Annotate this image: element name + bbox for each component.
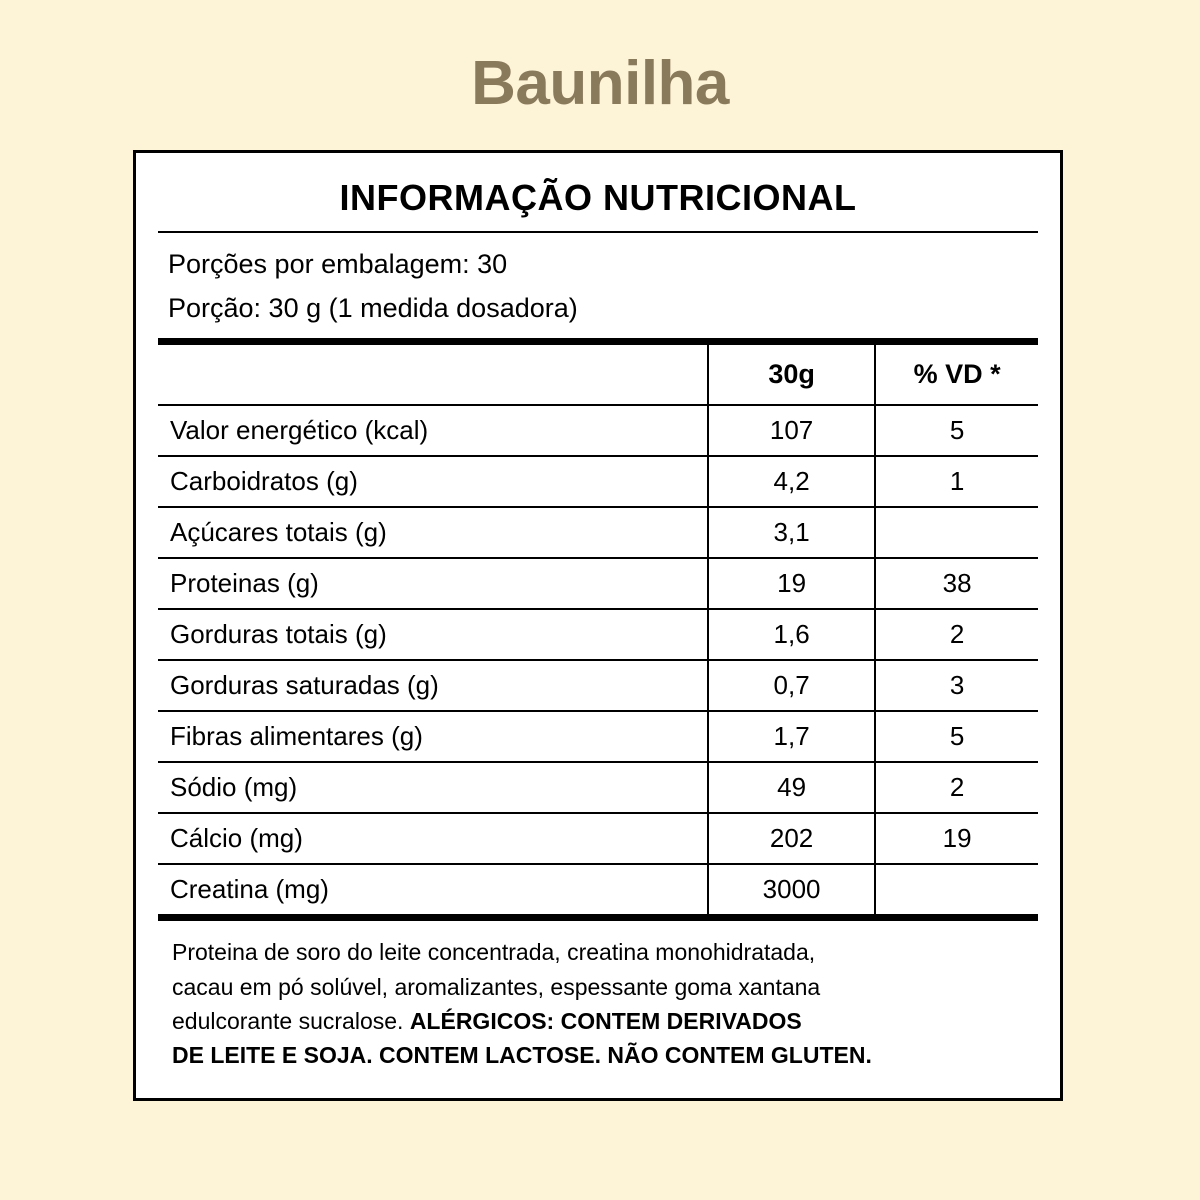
nutrient-daily-value: 19 (875, 813, 1038, 864)
table-row (158, 456, 1038, 507)
table-header-row (158, 345, 1038, 405)
nutrient-amount: 3,1 (708, 507, 875, 558)
servings-per-package: Porções por embalagem: 30 (168, 249, 508, 279)
table-row (158, 864, 1038, 914)
nutrient-daily-value: 2 (875, 762, 1038, 813)
nutrient-daily-value: 38 (875, 558, 1038, 609)
nutrient-amount: 49 (708, 762, 875, 813)
table-row (158, 405, 1038, 456)
ingredients-line-3 (172, 1004, 1028, 1038)
nutrient-daily-value: 1 (875, 456, 1038, 507)
table-row (158, 558, 1038, 609)
table-row (158, 609, 1038, 660)
allergen-warning-part-1: ALÉRGICOS: CONTEM DERIVADOS (409, 1007, 802, 1034)
nutrient-daily-value (875, 864, 1038, 914)
nutrient-name: Proteinas (g) (158, 558, 708, 609)
table-row (158, 813, 1038, 864)
table-row (158, 762, 1038, 813)
nutrient-daily-value: 3 (875, 660, 1038, 711)
nutrient-amount: 3000 (708, 864, 875, 914)
nutrient-name: Açúcares totais (g) (158, 507, 708, 558)
nutrient-name: Sódio (mg) (158, 762, 708, 813)
nutrient-amount: 202 (708, 813, 875, 864)
nutrient-amount: 4,2 (708, 456, 875, 507)
table-bottom-divider (158, 914, 1038, 921)
nutrition-table (158, 345, 1038, 914)
column-header-amount: 30g (708, 345, 875, 405)
table-row (158, 660, 1038, 711)
nutrition-facts-heading: INFORMAÇÃO NUTRICIONAL (339, 177, 857, 218)
nutrient-daily-value: 5 (875, 405, 1038, 456)
nutrient-amount: 1,7 (708, 711, 875, 762)
nutrient-amount: 0,7 (708, 660, 875, 711)
column-header-daily-value: % VD * (875, 345, 1038, 405)
ingredients-line-2: cacau em pó solúvel, aromalizantes, espessante goma xantana (172, 973, 821, 1000)
ingredients-line-1: Proteina de soro do leite concentrada, creatina monohidratada, (172, 939, 816, 966)
table-row (158, 711, 1038, 762)
nutrient-amount: 1,6 (708, 609, 875, 660)
nutrition-table-body (158, 405, 1038, 914)
nutrient-daily-value: 2 (875, 609, 1038, 660)
nutrient-name: Valor energético (kcal) (158, 405, 708, 456)
nutrient-name: Carboidratos (g) (158, 456, 708, 507)
ingredients-line-3-text: edulcorante sucralose. (172, 1007, 410, 1034)
nutrition-table-head (158, 345, 1038, 405)
allergen-warning-part-2: DE LEITE E SOJA. CONTEM LACTOSE. NÃO CONTEM GLUTEN. (172, 1041, 872, 1068)
ingredients-section (158, 921, 1038, 1075)
nutrient-name: Gorduras saturadas (g) (158, 660, 708, 711)
serving-info (158, 233, 1038, 338)
serving-size: Porção: 30 g (1 medida dosadora) (168, 292, 578, 323)
nutrition-facts-panel (133, 150, 1063, 1101)
nutrient-name: Cálcio (mg) (158, 813, 708, 864)
nutrient-amount: 19 (708, 558, 875, 609)
nutrient-amount: 107 (708, 405, 875, 456)
product-flavor-title: Baunilha (471, 49, 729, 118)
nutrient-daily-value: 5 (875, 711, 1038, 762)
nutrient-daily-value (875, 507, 1038, 558)
table-row (158, 507, 1038, 558)
serving-info-divider (158, 338, 1038, 345)
nutrient-name: Fibras alimentares (g) (158, 711, 708, 762)
nutrient-name: Gorduras totais (g) (158, 609, 708, 660)
column-header-nutrient (158, 345, 708, 405)
nutrient-name: Creatina (mg) (170, 874, 329, 905)
